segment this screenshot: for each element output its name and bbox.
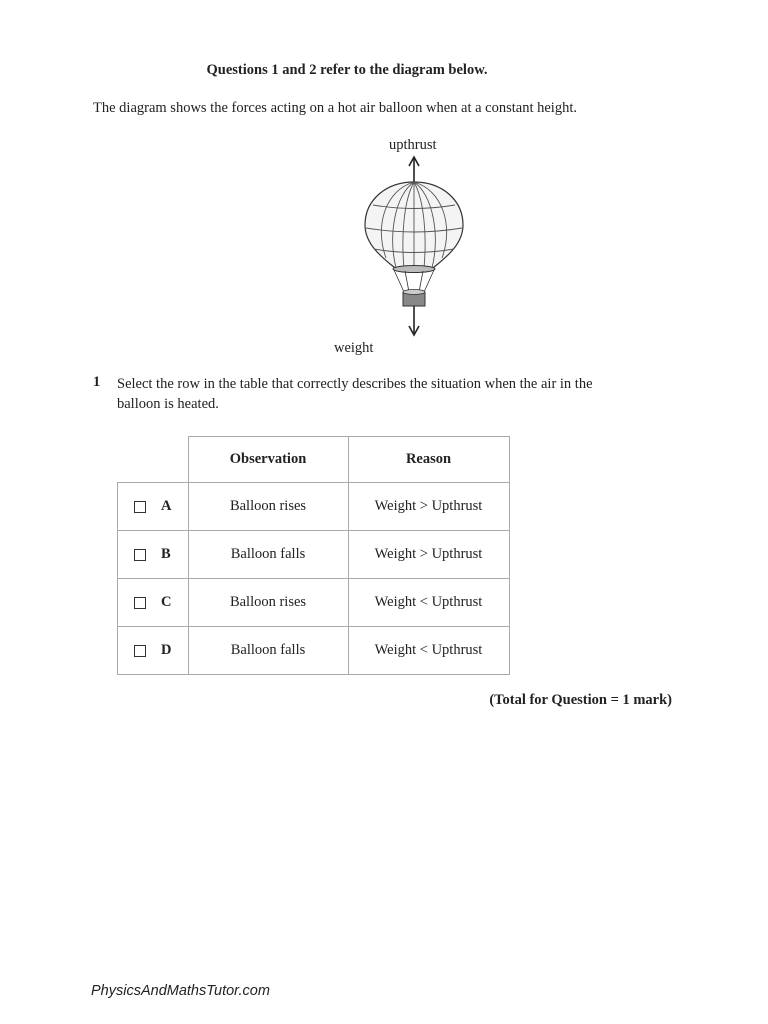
option-d-observation: Balloon falls: [188, 627, 348, 675]
option-b-checkbox[interactable]: [134, 549, 146, 561]
instructions-heading: Questions 1 and 2 refer to the diagram below.: [206, 62, 488, 78]
option-c-checkbox[interactable]: [134, 597, 146, 609]
option-a-letter: A: [161, 498, 172, 514]
option-c-letter: C: [161, 594, 172, 610]
question-number: 1: [93, 374, 101, 390]
observation-header: Observation: [188, 437, 348, 483]
balloon-basket: [403, 290, 425, 307]
option-b-observation: Balloon falls: [188, 531, 348, 579]
weight-label: weight: [334, 340, 374, 356]
answer-options-table: [117, 436, 510, 675]
reason-header: Reason: [348, 437, 509, 483]
table-row: [118, 627, 510, 675]
option-a-selector[interactable]: [118, 483, 189, 531]
balloon-envelope: [365, 182, 463, 273]
hot-air-balloon-diagram: [320, 134, 520, 364]
option-a-reason: Weight > Upthrust: [348, 483, 509, 531]
weight-arrow: [409, 306, 419, 335]
table-row: [118, 483, 510, 531]
option-d-selector[interactable]: [118, 627, 189, 675]
option-b-letter: B: [161, 546, 171, 562]
option-d-reason: Weight < Upthrust: [348, 627, 509, 675]
balloon-ropes: [394, 270, 434, 292]
table-header-row: [118, 437, 510, 483]
total-marks: (Total for Question = 1 mark): [489, 692, 672, 708]
option-d-checkbox[interactable]: [134, 645, 146, 657]
option-c-observation: Balloon rises: [188, 579, 348, 627]
upthrust-label: upthrust: [389, 137, 437, 153]
option-b-selector[interactable]: [118, 531, 189, 579]
option-a-checkbox[interactable]: [134, 501, 146, 513]
option-b-reason: Weight > Upthrust: [348, 531, 509, 579]
diagram-intro-text: The diagram shows the forces acting on a hot air balloon when at a constant height.: [93, 100, 577, 116]
option-d-letter: D: [161, 642, 172, 658]
question-text: Select the row in the table that correctly describes the situation when the air in the balloon is heated.: [117, 376, 593, 412]
table-row: [118, 531, 510, 579]
table-row: [118, 579, 510, 627]
option-c-selector[interactable]: [118, 579, 189, 627]
option-c-reason: Weight < Upthrust: [348, 579, 509, 627]
table-corner: [118, 437, 189, 483]
footer-source: PhysicsAndMathsTutor.com: [91, 983, 270, 999]
option-a-observation: Balloon rises: [188, 483, 348, 531]
